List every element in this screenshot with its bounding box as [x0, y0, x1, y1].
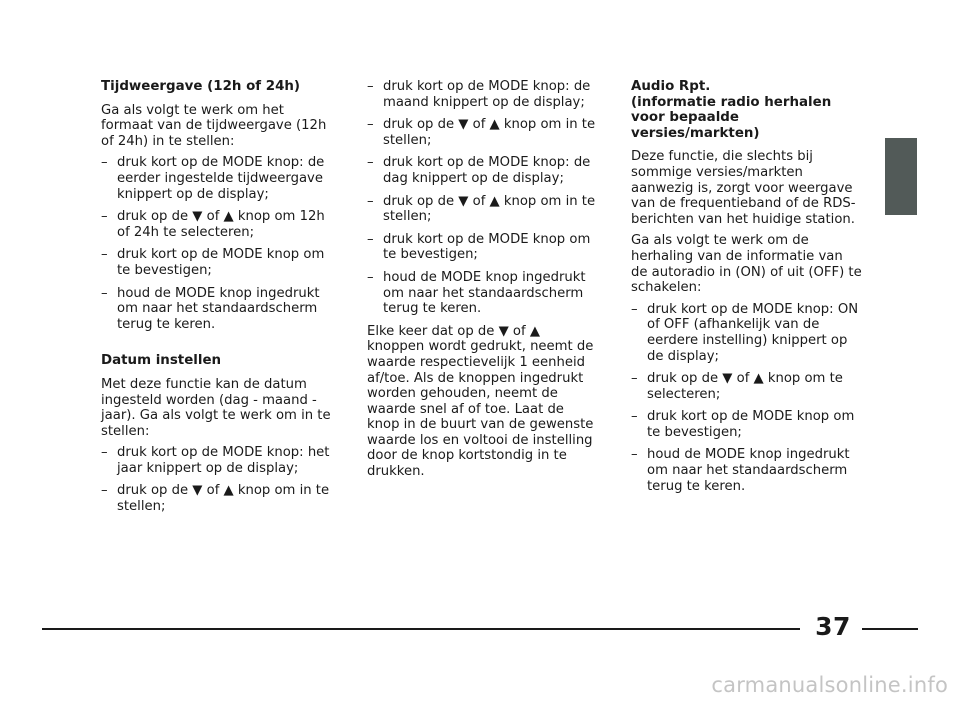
body-paragraph: Ga als volgt te werk om de herhaling van de informatie van de autoradio in (ON) of uit (OFF) te schakelen:: [631, 233, 862, 296]
instruction-list: [101, 155, 333, 332]
list-item: – druk op de ▼ of ▲ knop om in te stellen;: [101, 483, 330, 515]
instruction-list: [631, 302, 863, 495]
list-item: – druk kort op de MODE knop: het jaar knippert op de display;: [101, 445, 330, 476]
list-item: – druk op de ▼ of ▲ knop om 12h of 24h te selecteren;: [101, 209, 325, 240]
column-3: [631, 79, 863, 501]
side-tab: [885, 138, 917, 215]
page-number: 37: [815, 612, 851, 641]
section-heading-time-format: Tijdweergave (12h of 24h): [101, 79, 301, 94]
section-intro: Met deze functie kan de datum ingesteld worden (dag - maand - jaar). Ga als volgt te werk om in te stellen:: [101, 376, 331, 439]
list-item: – druk kort op de MODE knop: ON of OFF (afhankelijk van de eerdere instelling) knippert op de display;: [631, 301, 859, 364]
list-item: – druk kort op de MODE knop: de eerder ingestelde tijdweergave knippert op de display;: [101, 155, 325, 202]
list-item: – druk kort op de MODE knop: de maand knippert op de display;: [367, 79, 591, 110]
body-paragraph: Deze functie, die slechts bij sommige versies/markten aanwezig is, zorgt voor weergave van de frequentieband of de RDS-berichten van het huidige station.: [631, 149, 856, 227]
list-item: – druk kort op de MODE knop: de dag knippert op de display;: [367, 155, 591, 186]
watermark: carmanualsonline.info: [711, 673, 948, 697]
list-item: – houd de MODE knop ingedrukt om naar het standaardscherm terug te keren.: [631, 447, 850, 494]
instruction-list: [367, 79, 599, 317]
footer-rule-right: [862, 628, 918, 630]
list-item: – druk kort op de MODE knop om te bevestigen;: [367, 231, 591, 263]
section-heading-date: Datum instellen: [101, 353, 222, 369]
body-paragraph: Elke keer dat op de ▼ of ▲ knoppen wordt gedrukt, neemt de waarde respectievelijk 1 eenheid af/toe. Als de knoppen ingedrukt worden gehouden, neemt de waarde snel af of toe. Laat de knop in de buurt van de gewenste waarde los en voltooi de instelling door de knop kortstondig in te drukken.: [367, 323, 594, 480]
column-1: [101, 79, 333, 522]
list-item: – druk op de ▼ of ▲ knop om in te stellen;: [367, 117, 596, 148]
list-item: – druk op de ▼ of ▲ knop om in te stellen;: [367, 193, 596, 225]
list-item: – houd de MODE knop ingedrukt om naar het standaardscherm terug te keren.: [367, 269, 586, 317]
column-2: [367, 79, 599, 486]
footer-rule-left: [42, 628, 800, 630]
list-item: – houd de MODE knop ingedrukt om naar het standaardscherm terug te keren.: [101, 285, 320, 332]
list-item: – druk kort op de MODE knop om te bevestigen;: [631, 409, 855, 440]
section-intro: Ga als volgt te werk om het formaat van de tijdweergave (12h of 24h) in te stellen:: [101, 102, 327, 149]
list-item: – druk kort op de MODE knop om te bevestigen;: [101, 247, 325, 278]
section-heading-audio-rpt: Audio Rpt. (informatie radio herhalen voor bepaalde versies/markten): [631, 79, 832, 141]
list-item: – druk op de ▼ of ▲ knop om te selecteren;: [631, 371, 843, 402]
instruction-list: [101, 445, 333, 514]
